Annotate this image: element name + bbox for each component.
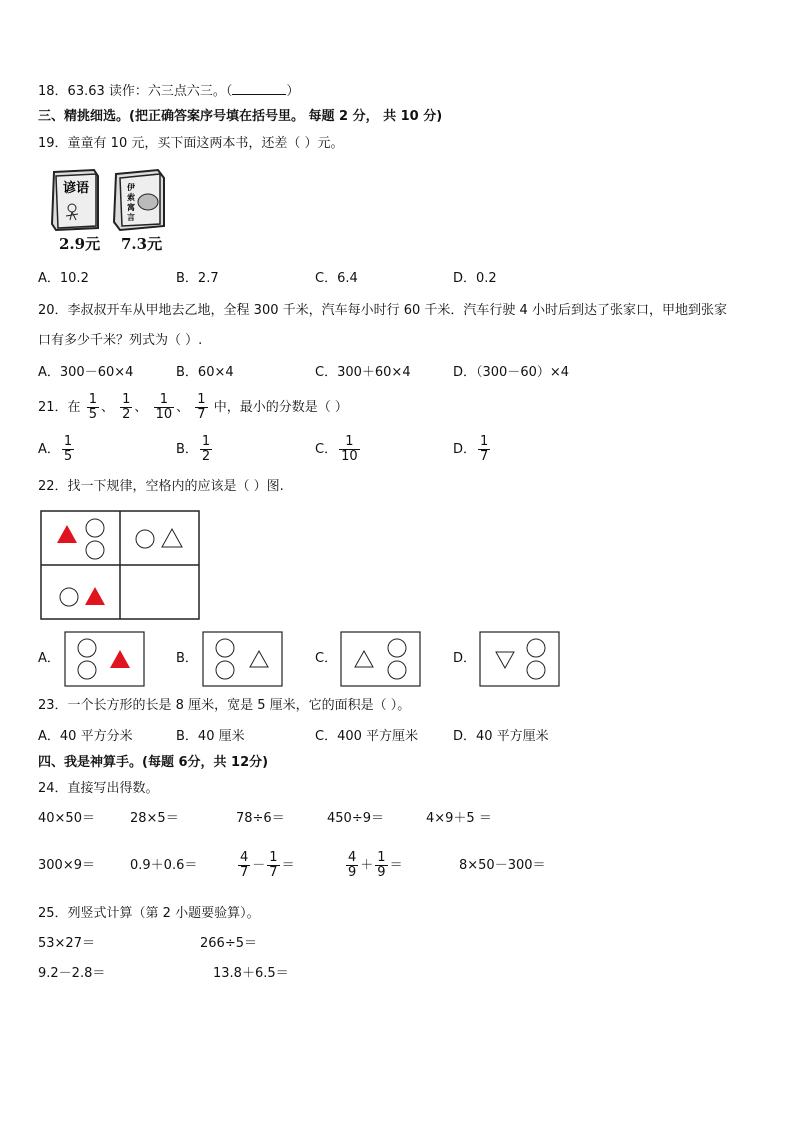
q23-option-b[interactable]: B．40 厘米	[176, 729, 245, 744]
circle-icon	[136, 530, 154, 548]
circle-icon	[86, 541, 104, 559]
q23-option-a[interactable]: A．40 平方分米	[38, 729, 133, 744]
calc-item: 28×5＝	[130, 811, 179, 826]
circle-icon	[216, 639, 234, 657]
vertical-calc-item: 53×27＝	[38, 936, 95, 951]
calc-item: 4×9＋5 ＝	[426, 811, 492, 826]
fraction-1-2: $\frac{1}{2}$	[122, 392, 131, 422]
q21-option-c[interactable]: C． $\frac{1}{10}$	[315, 434, 358, 464]
q22-option-d-letter[interactable]: D．	[453, 651, 477, 666]
circle-icon	[527, 639, 545, 657]
q20-option-b[interactable]: B．60×4	[176, 365, 234, 380]
circle-icon	[388, 661, 406, 679]
q20-option-c[interactable]: C．300＋60×4	[315, 365, 411, 380]
q19-option-a[interactable]: A．10.2	[38, 271, 89, 286]
calc-item: 0.9＋0.6＝	[130, 858, 198, 873]
fraction-1-10: $\frac{1}{10}$	[155, 392, 173, 422]
book-proverbs-image	[48, 168, 104, 232]
circle-icon	[60, 588, 78, 606]
q22-text: 22．找一下规律，空格内的应该是（ ）图.	[38, 479, 284, 494]
calc-fraction-subtract: $\frac{4}{7}$ － $\frac{1}{7}$ ＝	[240, 850, 295, 880]
fraction-1-7: $\frac{1}{7}$	[197, 392, 206, 422]
calc-fraction-add: $\frac{4}{9}$ ＋ $\frac{1}{9}$ ＝	[348, 850, 403, 880]
calc-item: 300×9＝	[38, 858, 95, 873]
q20-option-a[interactable]: A．300－60×4	[38, 365, 134, 380]
q22-option-b-figure[interactable]	[202, 631, 284, 688]
q25-text: 25．列竖式计算（第 2 小题要验算）。	[38, 906, 260, 921]
q24-text: 24．直接写出得数。	[38, 781, 159, 796]
q22-option-c-letter[interactable]: C．	[315, 651, 338, 666]
vertical-calc-item: 9.2－2.8＝	[38, 966, 106, 981]
answer-blank[interactable]	[232, 82, 286, 95]
q21-option-a[interactable]: A． $\frac{1}{5}$	[38, 434, 73, 464]
circle-icon	[78, 639, 96, 657]
q18-text: 18．63.63 读作：六三点六三。（	[38, 84, 233, 99]
q21-line: 21．在 $\frac{1}{5}$ 、 $\frac{1}{2}$ 、 $\frac{1}{10}$ 、 $\frac{1}{7}$ 中，最小的分数是（ ）	[38, 392, 348, 422]
q22-option-c-figure[interactable]	[340, 631, 422, 688]
q21-suffix: 中，最小的分数是（ ）	[213, 400, 348, 415]
q19-option-b[interactable]: B．2.7	[176, 271, 219, 286]
calc-item: 450÷9＝	[327, 811, 384, 826]
q18-line	[38, 82, 299, 101]
q19-text: 19．童童有 10 元，买下面这两本书，还差（ ）元。	[38, 136, 344, 151]
book-aesop-image	[110, 168, 170, 232]
q20-line-1: 20．李叔叔开车从甲地去乙地，全程 300 千米，汽车每小时行 60 千米．汽车行驶 4 小时后到达了张家口，甲地到张家	[38, 303, 727, 318]
svg-text:索: 索	[127, 193, 135, 202]
q23-option-c[interactable]: C．400 平方厘米	[315, 729, 419, 744]
q23-option-d[interactable]: D．40 平方厘米	[453, 729, 549, 744]
q20-option-d[interactable]: D．（300－60）×4	[453, 365, 570, 380]
circle-icon	[216, 661, 234, 679]
q23-text: 23．一个长方形的长是 8 厘米，宽是 5 厘米，它的面积是（ ）。	[38, 698, 411, 713]
circle-icon	[527, 661, 545, 679]
q20-line-2: 口有多少千米？列式为（ ）.	[38, 333, 203, 348]
q21-option-d[interactable]: D． $\frac{1}{7}$	[453, 434, 489, 464]
calc-item: 8×50－300＝	[459, 858, 546, 873]
section-3-title: 三、精挑细选。(把正确答案序号填在括号里。 每题 2 分， 共 10 分)	[38, 109, 443, 124]
q18-tail: ）	[286, 84, 300, 99]
price-1: 2.9元	[59, 235, 101, 253]
svg-text:言: 言	[127, 213, 135, 222]
pattern-grid	[40, 510, 202, 622]
section-4-title: 四、我是神算手。(每题 6分，共 12分)	[38, 755, 269, 770]
circle-icon	[388, 639, 406, 657]
calc-item: 78÷6＝	[236, 811, 285, 826]
q22-option-a-letter[interactable]: A．	[38, 651, 60, 666]
vertical-calc-item: 266÷5＝	[200, 936, 257, 951]
q21-prefix: 21．在	[38, 400, 81, 415]
q19-option-c[interactable]: C．6.4	[315, 271, 358, 286]
circle-icon	[78, 661, 96, 679]
q19-option-d[interactable]: D．0.2	[453, 271, 497, 286]
q22-option-d-figure[interactable]	[479, 631, 561, 688]
svg-text:伊: 伊	[127, 183, 135, 192]
book1-title: 谚语	[62, 181, 90, 196]
calc-item: 40×50＝	[38, 811, 95, 826]
q22-option-a-figure[interactable]	[64, 631, 146, 688]
svg-text:寓: 寓	[127, 203, 135, 212]
vertical-calc-item: 13.8＋6.5＝	[213, 966, 289, 981]
price-2: 7.3元	[121, 235, 163, 253]
fraction-1-5: $\frac{1}{5}$	[88, 392, 97, 422]
circle-icon	[86, 519, 104, 537]
q22-option-b-letter[interactable]: B．	[176, 651, 198, 666]
q21-option-b[interactable]: B． $\frac{1}{2}$	[176, 434, 211, 464]
